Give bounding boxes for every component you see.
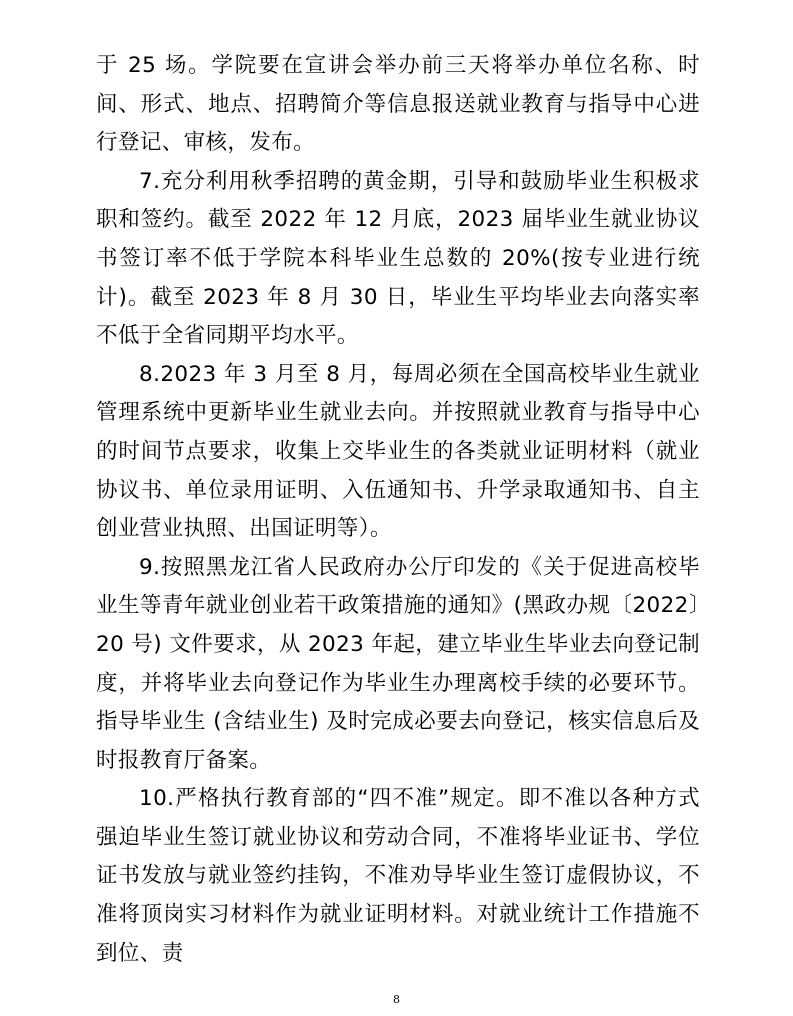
paragraph-item-8: 8.2023 年 3 月至 8 月，每周必须在全国高校毕业生就业管理系统中更新毕业生就业去向。并按照就业教育与指导中心的时间节点要求，收集上交毕业生的各类就业证明材料（就业协议书、单位录用证明、入伍通知书、升学录取通知书、自主创业营业执照、出国证明等）。 [96,361,700,542]
paragraph-continued: 于 25 场。学院要在宣讲会举办前三天将举办单位名称、时间、形式、地点、招聘简介等信息报送就业教育与指导中心进行登记、审核，发布。 [96,53,700,156]
paragraph-item-7: 7.充分利用秋季招聘的黄金期，引导和鼓励毕业生积极求职和签约。截至 2022 年 12 月底，2023 届毕业生就业协议书签订率不低于学院本科毕业生总数的 20%(按专业进行统计)。截至 2023 年 8 月 30 日，毕业生平均毕业去向落实率不低于全省同期平均水平。 [96,168,700,349]
document-body [96,47,700,973]
paragraph-item-9: 9.按照黑龙江省人民政府办公厅印发的《关于促进高校毕业生等青年就业创业若干政策措施的通知》(黑政办规〔2022〕20 号) 文件要求，从 2023 年起，建立毕业生毕业去向登记制度，并将毕业去向登记作为毕业生办理离校手续的必要环节。指导毕业生 (含结业生) 及时完成必要去向登记，核实信息后及时报教育厅备案。 [96,554,701,773]
page-number: 8 [393,993,400,1006]
paragraph-item-10: 10.严格执行教育部的“四不准”规定。即不准以各种方式强迫毕业生签订就业协议和劳动合同，不准将毕业证书、学位证书发放与就业签约挂钩，不准劝导毕业生签订虚假协议，不准将顶岗实习材料作为就业证明材料。对就业统计工作措施不到位、责 [96,786,700,966]
